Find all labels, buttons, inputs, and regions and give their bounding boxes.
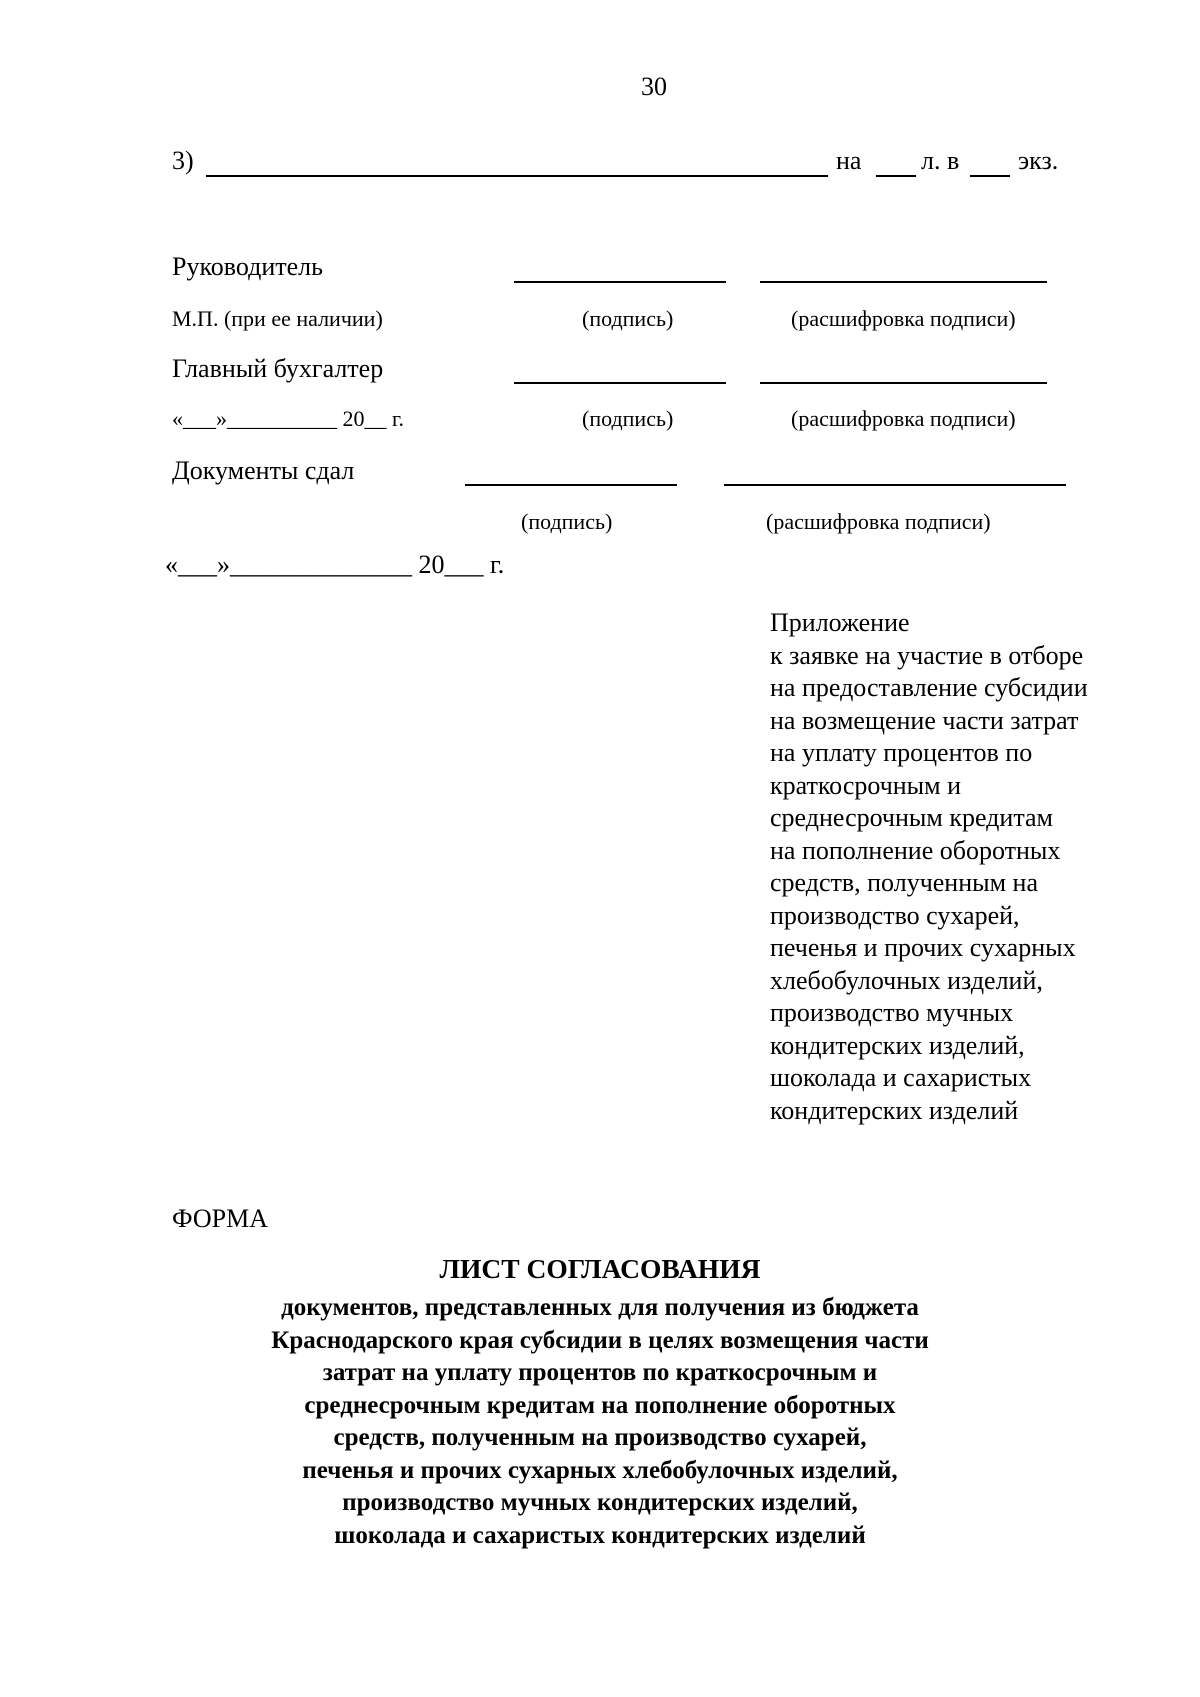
form-subtitle — [0, 1292, 1200, 1552]
submitted-decoding-line — [724, 484, 1066, 486]
item-copies-text: экз. — [1018, 146, 1059, 175]
appendix-line: производство мучных — [770, 998, 1014, 1027]
head-signature-line — [514, 281, 726, 283]
appendix-line: хлебобулочных изделий, — [770, 965, 1043, 995]
form-title: ЛИСТ СОГЛАСОВАНИЯ — [439, 1253, 761, 1284]
form-subtitle-line: документов, представленных для получения из бюджета — [281, 1294, 919, 1321]
submitted-label: Документы сдал — [172, 456, 355, 485]
form-subtitle-line: Краснодарского края субсидии в целях возмещения части — [271, 1326, 929, 1354]
accountant-decoding-line — [760, 382, 1047, 384]
form-subtitle-line: шоколада и сахаристых кондитерских изделий — [334, 1521, 866, 1549]
head-signature-caption: (подпись) — [582, 306, 674, 331]
submitted-signature-line — [465, 484, 677, 486]
accountant-signature-line — [514, 382, 726, 384]
chief-accountant-label: Главный бухгалтер — [172, 354, 384, 383]
sheets-count-line — [876, 175, 916, 177]
accountant-date: «___»__________ 20__ г. — [172, 406, 405, 431]
submitted-date: «___»______________ 20___ г. — [165, 550, 505, 579]
form-subtitle-line: производство мучных кондитерских изделий, — [342, 1489, 858, 1516]
appendix-line: кондитерских изделий, — [770, 1030, 1025, 1060]
appendix-line: краткосрочным и — [770, 770, 962, 800]
accountant-signature-caption: (подпись) — [582, 406, 674, 431]
head-decoding-line — [760, 281, 1047, 283]
appendix-line: на уплату процентов по — [770, 738, 1033, 767]
form-subtitle-line: затрат на уплату процентов по краткосрочным и — [322, 1359, 878, 1386]
form-subtitle-line: печенья и прочих сухарных хлебобулочных изделий, — [302, 1456, 898, 1484]
head-label: Руководитель — [172, 252, 323, 281]
page-number: 30 — [641, 72, 667, 101]
item-sheets-text: л. в — [921, 146, 960, 175]
appendix-line: средств, полученным на — [770, 868, 1039, 897]
copies-count-line — [970, 175, 1010, 177]
stamp-label: М.П. (при ее наличии) — [172, 306, 383, 331]
item-title-line — [206, 175, 828, 177]
appendix-line: производство сухарей, — [770, 900, 1020, 930]
submitted-decoding-caption: (расшифровка подписи) — [766, 509, 991, 534]
item-na-text: на — [836, 146, 862, 175]
appendix-line: печенья и прочих сухарных — [770, 933, 1076, 962]
accountant-decoding-caption: (расшифровка подписи) — [791, 406, 1016, 431]
appendix-line: шоколада и сахаристых — [770, 1063, 1032, 1092]
appendix-line: к заявке на участие в отборе — [770, 640, 1084, 670]
appendix-line: кондитерских изделий — [770, 1095, 1019, 1125]
appendix-line: Приложение — [770, 608, 910, 637]
appendix-line: на возмещение части затрат — [770, 705, 1079, 735]
appendix-line: на предоставление субсидии — [770, 673, 1088, 702]
appendix-block — [770, 607, 1088, 1127]
form-subtitle-line: среднесрочным кредитам на пополнение оборотных — [304, 1391, 896, 1419]
form-label: ФОРМА — [172, 1204, 268, 1233]
head-decoding-caption: (расшифровка подписи) — [791, 306, 1016, 331]
submitted-signature-caption: (подпись) — [521, 509, 613, 534]
appendix-line: на пополнение оборотных — [770, 835, 1061, 865]
form-subtitle-line: средств, полученным на производство сухарей, — [333, 1424, 867, 1451]
appendix-line: среднесрочным кредитам — [770, 803, 1053, 832]
item-number: 3) — [172, 146, 194, 175]
